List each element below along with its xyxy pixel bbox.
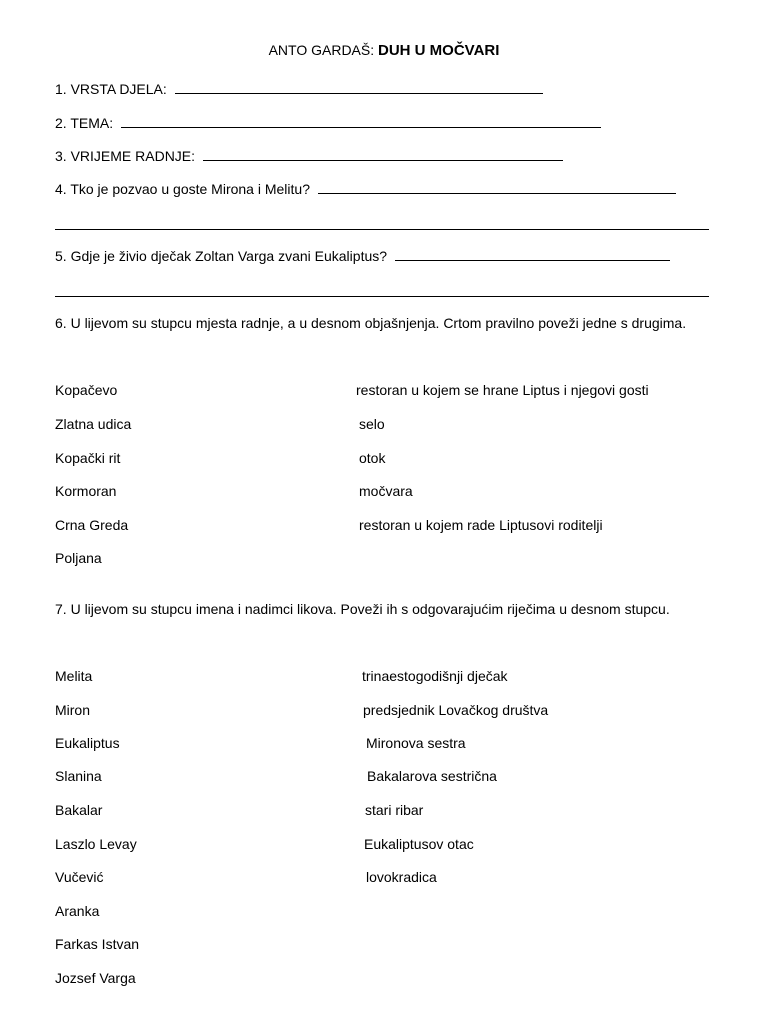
answer-blank-2[interactable] <box>121 115 601 128</box>
description-item: stari ribar <box>365 802 424 818</box>
place-item: Crna Greda <box>55 517 129 533</box>
explanation-item: selo <box>359 416 385 432</box>
character-item: Laszlo Levay <box>55 836 137 852</box>
description-item: trinaestogodišnji dječak <box>362 668 508 684</box>
character-item: Aranka <box>55 903 100 919</box>
character-item: Vučević <box>55 869 104 885</box>
character-item: Eukaliptus <box>55 735 120 751</box>
question-6: 6. U lijevom su stupcu mjesta radnje, a u desnom objašnjenja. Crtom pravilno poveži jedne s drugima. <box>55 315 687 331</box>
character-item: Jozsef Varga <box>55 970 136 986</box>
question-3-label: 3. VRIJEME RADNJE: <box>55 148 196 164</box>
answer-blank-1[interactable] <box>175 81 543 94</box>
character-item: Slanina <box>55 768 102 784</box>
question-1 <box>55 81 543 98</box>
author-name: ANTO GARDAŠ: <box>268 42 379 58</box>
place-item: Kormoran <box>55 483 117 499</box>
character-item: Farkas Istvan <box>55 936 140 952</box>
explanation-item: restoran u kojem rade Liptusovi roditelji <box>359 517 603 533</box>
question-1-label: 1. VRSTA DJELA: <box>55 81 167 97</box>
question-2 <box>55 115 601 132</box>
description-item: Eukaliptusov otac <box>364 836 474 852</box>
description-item: predsjednik Lovačkog društva <box>363 702 549 718</box>
character-item: Melita <box>55 668 93 684</box>
explanation-item: restoran u kojem se hrane Liptus i njegovi gosti <box>356 382 649 398</box>
question-5 <box>55 248 670 265</box>
place-item: Kopački rit <box>55 450 121 466</box>
worksheet-title <box>0 42 768 59</box>
explanation-item: otok <box>359 450 386 466</box>
book-title: DUH U MOČVARI <box>378 42 500 59</box>
question-4-label: 4. Tko je pozvao u goste Mirona i Melitu? <box>55 181 310 197</box>
answer-blank-3[interactable] <box>203 148 563 161</box>
place-item: Kopačevo <box>55 382 118 398</box>
explanation-item: močvara <box>359 483 413 499</box>
place-item: Zlatna udica <box>55 416 132 432</box>
answer-line-5b[interactable] <box>55 296 709 297</box>
description-item: Mironova sestra <box>366 735 466 751</box>
character-item: Bakalar <box>55 802 103 818</box>
place-item: Poljana <box>55 550 102 566</box>
question-4 <box>55 181 676 198</box>
answer-blank-4[interactable] <box>318 181 676 194</box>
question-3 <box>55 148 563 165</box>
description-item: Bakalarova sestrična <box>367 768 497 784</box>
character-item: Miron <box>55 702 91 718</box>
question-7: 7. U lijevom su stupcu imena i nadimci likova. Poveži ih s odgovarajućim riječima u desnom stupcu. <box>55 601 670 617</box>
question-2-label: 2. TEMA: <box>55 115 114 131</box>
answer-line-4b[interactable] <box>55 229 709 230</box>
question-5-label: 5. Gdje je živio dječak Zoltan Varga zvani Eukaliptus? <box>55 248 388 264</box>
description-item: lovokradica <box>366 869 437 885</box>
answer-blank-5[interactable] <box>395 248 670 261</box>
